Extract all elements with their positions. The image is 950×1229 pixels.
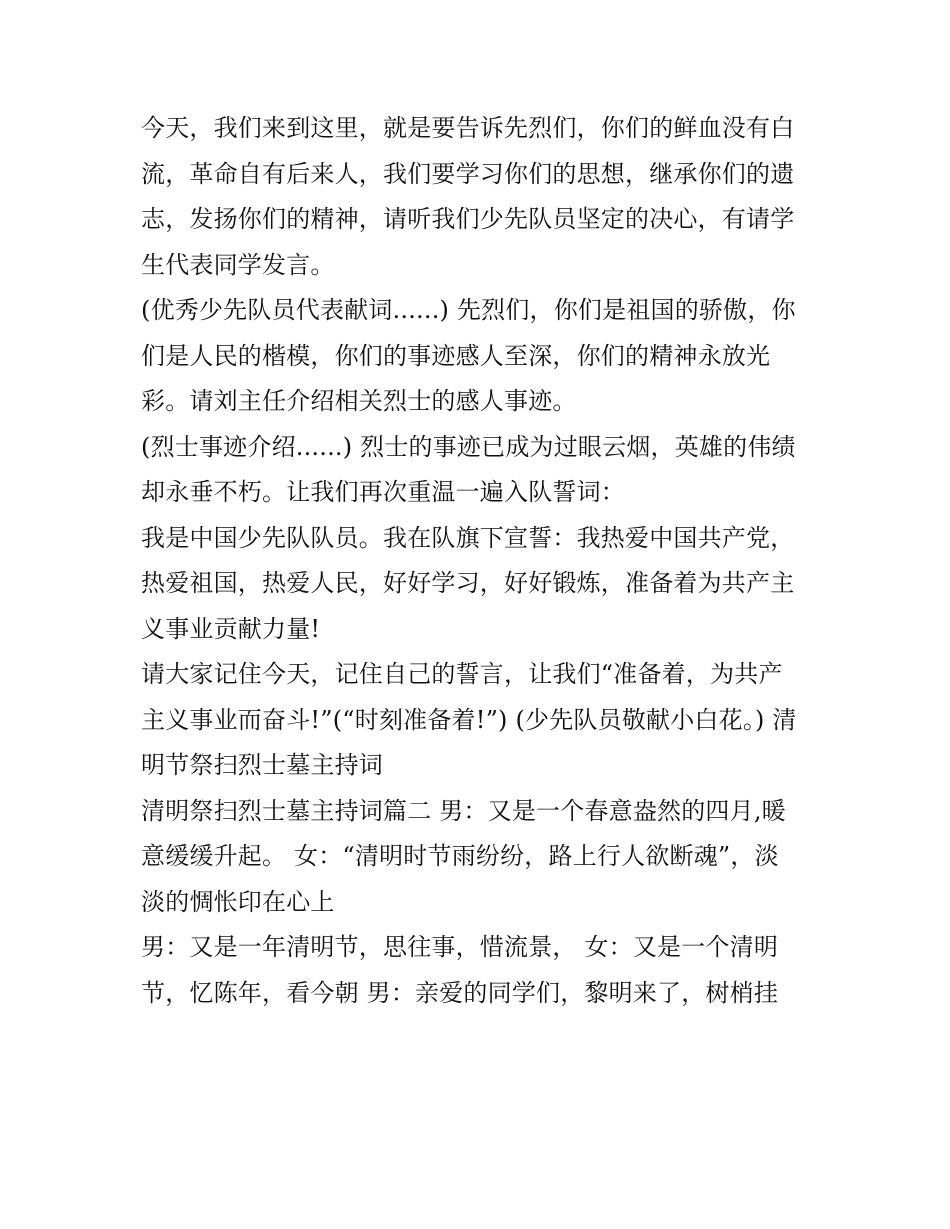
text-line: 我是中国少先队队员。我在队旗下宣誓：我热爱中国共产党， [141, 523, 795, 552]
text-line: (烈士事迹介绍......) 烈士的事迹已成为过眼云烟，英雄的伟绩 [141, 432, 796, 461]
text-line: 流，革命自有后来人，我们要学习你们的思想，继承你们的遗 [141, 159, 795, 188]
text-line: 男：又是一年清明节，思往事，惜流景， 女：又是一个清明 [141, 933, 779, 961]
body-text [141, 106, 821, 1016]
text-line: 热爱祖国，热爱人民，好好学习，好好锻炼，准备着为共产主 [141, 569, 795, 597]
text-line: 节，忆陈年，看今朝 男：亲爱的同学们，黎明来了，树梢挂 [141, 978, 779, 1007]
text-line: 淡的惆怅印在心上 [141, 887, 335, 916]
text-line: 请大家记住今天，记住自己的誓言，让我们“准备着，为共产 [141, 660, 783, 688]
text-line: 却永垂不朽。让我们再次重温一遍入队誓词： [141, 478, 625, 506]
text-line: 明节祭扫烈士墓主持词 [141, 751, 383, 779]
text-line: 意缓缓升起。 女：“清明时节雨纷纷，路上行人欲断魂”，淡 [141, 842, 779, 870]
text-line: 今天，我们来到这里，就是要告诉先烈们，你们的鲜血没有白 [141, 114, 795, 142]
text-line: 清明祭扫烈士墓主持词篇二 男：又是一个春意盎然的四月,暖 [141, 796, 786, 825]
text-line: 们是人民的楷模，你们的事迹感人至深，你们的精神永放光 [141, 341, 771, 370]
text-line: 彩。请刘主任介绍相关烈士的感人事迹。 [141, 387, 577, 415]
text-line: (优秀少先队员代表献词......) 先烈们，你们是祖国的骄傲，你 [141, 296, 796, 324]
text-line: 生代表同学发言。 [141, 250, 335, 279]
text-line: 志，发扬你们的精神，请听我们少先队员坚定的决心，有请学 [141, 205, 795, 233]
text-line: 义事业贡献力量! [141, 614, 321, 643]
text-line: 主义事业而奋斗!”(“时刻准备着!”) (少先队员敬献小白花。) 清 [141, 705, 797, 734]
